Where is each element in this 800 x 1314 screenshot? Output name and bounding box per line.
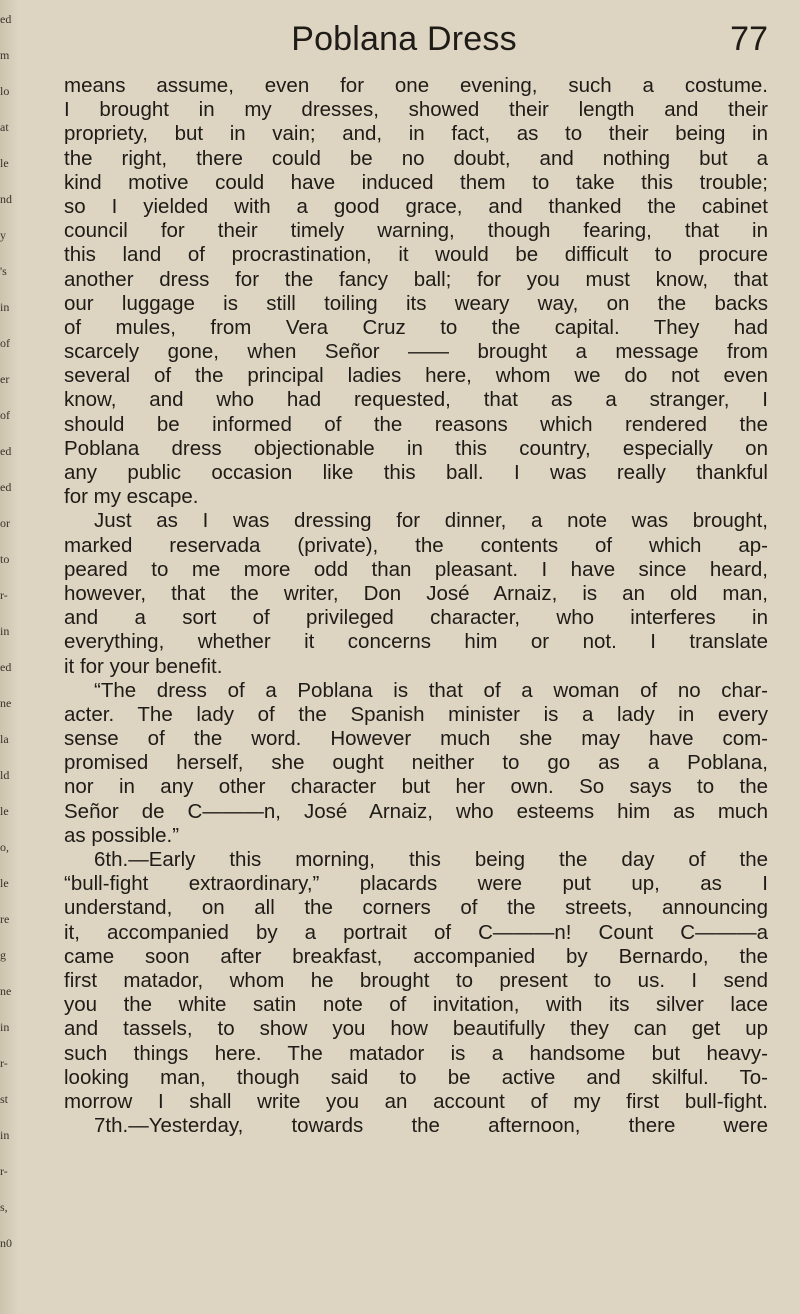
gutter-fragment: g bbox=[0, 948, 6, 962]
gutter-fragment: ne bbox=[0, 984, 12, 998]
gutter-fragment: ed bbox=[0, 12, 12, 26]
text-line: “bull-fight extraordinary,” placards were put up, as I bbox=[64, 872, 768, 896]
gutter-fragment: st bbox=[0, 1092, 9, 1106]
gutter-fragment: ld bbox=[0, 768, 10, 782]
gutter-fragment: to bbox=[0, 552, 10, 566]
gutter-fragment: r- bbox=[0, 1164, 8, 1178]
text-line: Señor de C———n, José Arnaiz, who esteems him as much bbox=[64, 799, 768, 823]
text-line: our luggage is still toiling its weary way, on the backs bbox=[64, 291, 768, 315]
text-line: such things here. The matador is a handsome but heavy- bbox=[64, 1041, 768, 1065]
running-head bbox=[64, 14, 782, 64]
text-line: and tassels, to show you how beautifully they can get up bbox=[64, 1017, 768, 1041]
gutter-fragment: y bbox=[0, 228, 6, 242]
gutter-fragment: le bbox=[0, 804, 9, 818]
text-line: Just as I was dressing for dinner, a note was brought, bbox=[94, 509, 768, 533]
text-line: first matador, whom he brought to present to us. I send bbox=[64, 968, 768, 992]
facing-page-gutter bbox=[0, 0, 18, 1314]
gutter-fragment: 's bbox=[0, 264, 7, 278]
text-line: promised herself, she ought neither to go as a Poblana, bbox=[64, 751, 768, 775]
text-line: means assume, even for one evening, such a costume. bbox=[64, 74, 768, 97]
text-line: kind motive could have induced them to take this trouble; bbox=[64, 170, 768, 194]
text-line: any public occasion like this ball. I was really thankful bbox=[64, 461, 768, 484]
gutter-fragment: nd bbox=[0, 192, 12, 206]
text-line: “The dress of a Poblana is that of a woman of no char- bbox=[94, 678, 768, 702]
text-line: however, that the writer, Don José Arnaiz, is an old man, bbox=[64, 581, 768, 605]
text-line: it for your benefit. bbox=[64, 654, 223, 678]
gutter-fragment: n0 bbox=[0, 1236, 12, 1250]
text-line: 7th.—Yesterday, towards the afternoon, there were bbox=[94, 1114, 768, 1138]
gutter-fragment: in bbox=[0, 624, 10, 638]
text-line: council for their timely warning, though fearing, that in bbox=[64, 219, 768, 243]
text-line: scarcely gone, when Señor —— brought a message from bbox=[64, 340, 768, 364]
text-line: everything, whether it concerns him or not. I translate bbox=[64, 630, 768, 654]
text-line: and a sort of privileged character, who interferes in bbox=[64, 606, 768, 630]
gutter-fragment: la bbox=[0, 732, 9, 746]
text-line: of mules, from Vera Cruz to the capital. They had bbox=[64, 315, 768, 339]
text-line: you the white satin note of invitation, with its silver lace bbox=[64, 993, 768, 1017]
gutter-fragment: of bbox=[0, 408, 10, 422]
gutter-fragment: in bbox=[0, 1128, 10, 1142]
gutter-fragment: in bbox=[0, 1020, 10, 1034]
text-line: propriety, but in vain; and, in fact, as to their being in bbox=[64, 122, 768, 146]
gutter-fragment: of bbox=[0, 336, 10, 350]
gutter-fragment: ed bbox=[0, 480, 12, 494]
gutter-fragment: ed bbox=[0, 660, 12, 674]
gutter-fragment: o, bbox=[0, 840, 9, 854]
gutter-fragment: ne bbox=[0, 696, 12, 710]
text-line: it, accompanied by a portrait of C———n! Count C———a bbox=[64, 920, 768, 944]
text-line: should be informed of the reasons which rendered the bbox=[64, 412, 768, 436]
gutter-fragment: le bbox=[0, 156, 9, 170]
text-line: marked reservada (private), the contents of which ap- bbox=[64, 533, 768, 557]
text-line: another dress for the fancy ball; for you must know, that bbox=[64, 267, 768, 291]
page-number: 77 bbox=[730, 20, 768, 58]
text-line: so I yielded with a good grace, and thanked the cabinet bbox=[64, 194, 768, 218]
gutter-fragment: r- bbox=[0, 1056, 8, 1070]
gutter-fragment: or bbox=[0, 516, 10, 530]
gutter-fragment: le bbox=[0, 876, 9, 890]
gutter-fragment: ed bbox=[0, 444, 12, 458]
gutter-fragment: er bbox=[0, 372, 10, 386]
running-title: Poblana Dress bbox=[291, 20, 517, 58]
gutter-fragment: m bbox=[0, 48, 10, 62]
text-line: 6th.—Early this morning, this being the day of the bbox=[94, 848, 768, 871]
text-line: acter. The lady of the Spanish minister is a lady in every bbox=[64, 702, 768, 726]
text-line: morrow I shall write you an account of my first bull-fight. bbox=[64, 1089, 768, 1113]
text-line: looking man, though said to be active and skilful. To- bbox=[64, 1065, 768, 1089]
body-text bbox=[64, 74, 768, 1138]
text-line: as possible.” bbox=[64, 823, 180, 847]
gutter-fragment: at bbox=[0, 120, 9, 134]
text-line: peared to me more odd than pleasant. I have since heard, bbox=[64, 557, 768, 581]
text-line: know, and who had requested, that as a stranger, I bbox=[64, 388, 768, 412]
text-line: sense of the word. However much she may have com- bbox=[64, 727, 768, 751]
gutter-fragment: in bbox=[0, 300, 10, 314]
text-line: understand, on all the corners of the streets, announcing bbox=[64, 896, 768, 920]
text-line: nor in any other character but her own. So says to the bbox=[64, 775, 768, 799]
gutter-fragment: r- bbox=[0, 588, 8, 602]
text-line: this land of procrastination, it would be difficult to procure bbox=[64, 243, 768, 267]
text-line: I brought in my dresses, showed their length and their bbox=[64, 98, 768, 122]
gutter-fragment: re bbox=[0, 912, 10, 926]
gutter-fragment: lo bbox=[0, 84, 10, 98]
text-line: Poblana dress objectionable in this country, especially on bbox=[64, 436, 768, 460]
text-line: several of the principal ladies here, whom we do not even bbox=[64, 364, 768, 388]
gutter-fragment: s, bbox=[0, 1200, 8, 1214]
text-line: the right, there could be no doubt, and nothing but a bbox=[64, 146, 768, 170]
text-line: for my escape. bbox=[64, 485, 199, 509]
text-line: came soon after breakfast, accompanied by Bernardo, the bbox=[64, 944, 768, 968]
